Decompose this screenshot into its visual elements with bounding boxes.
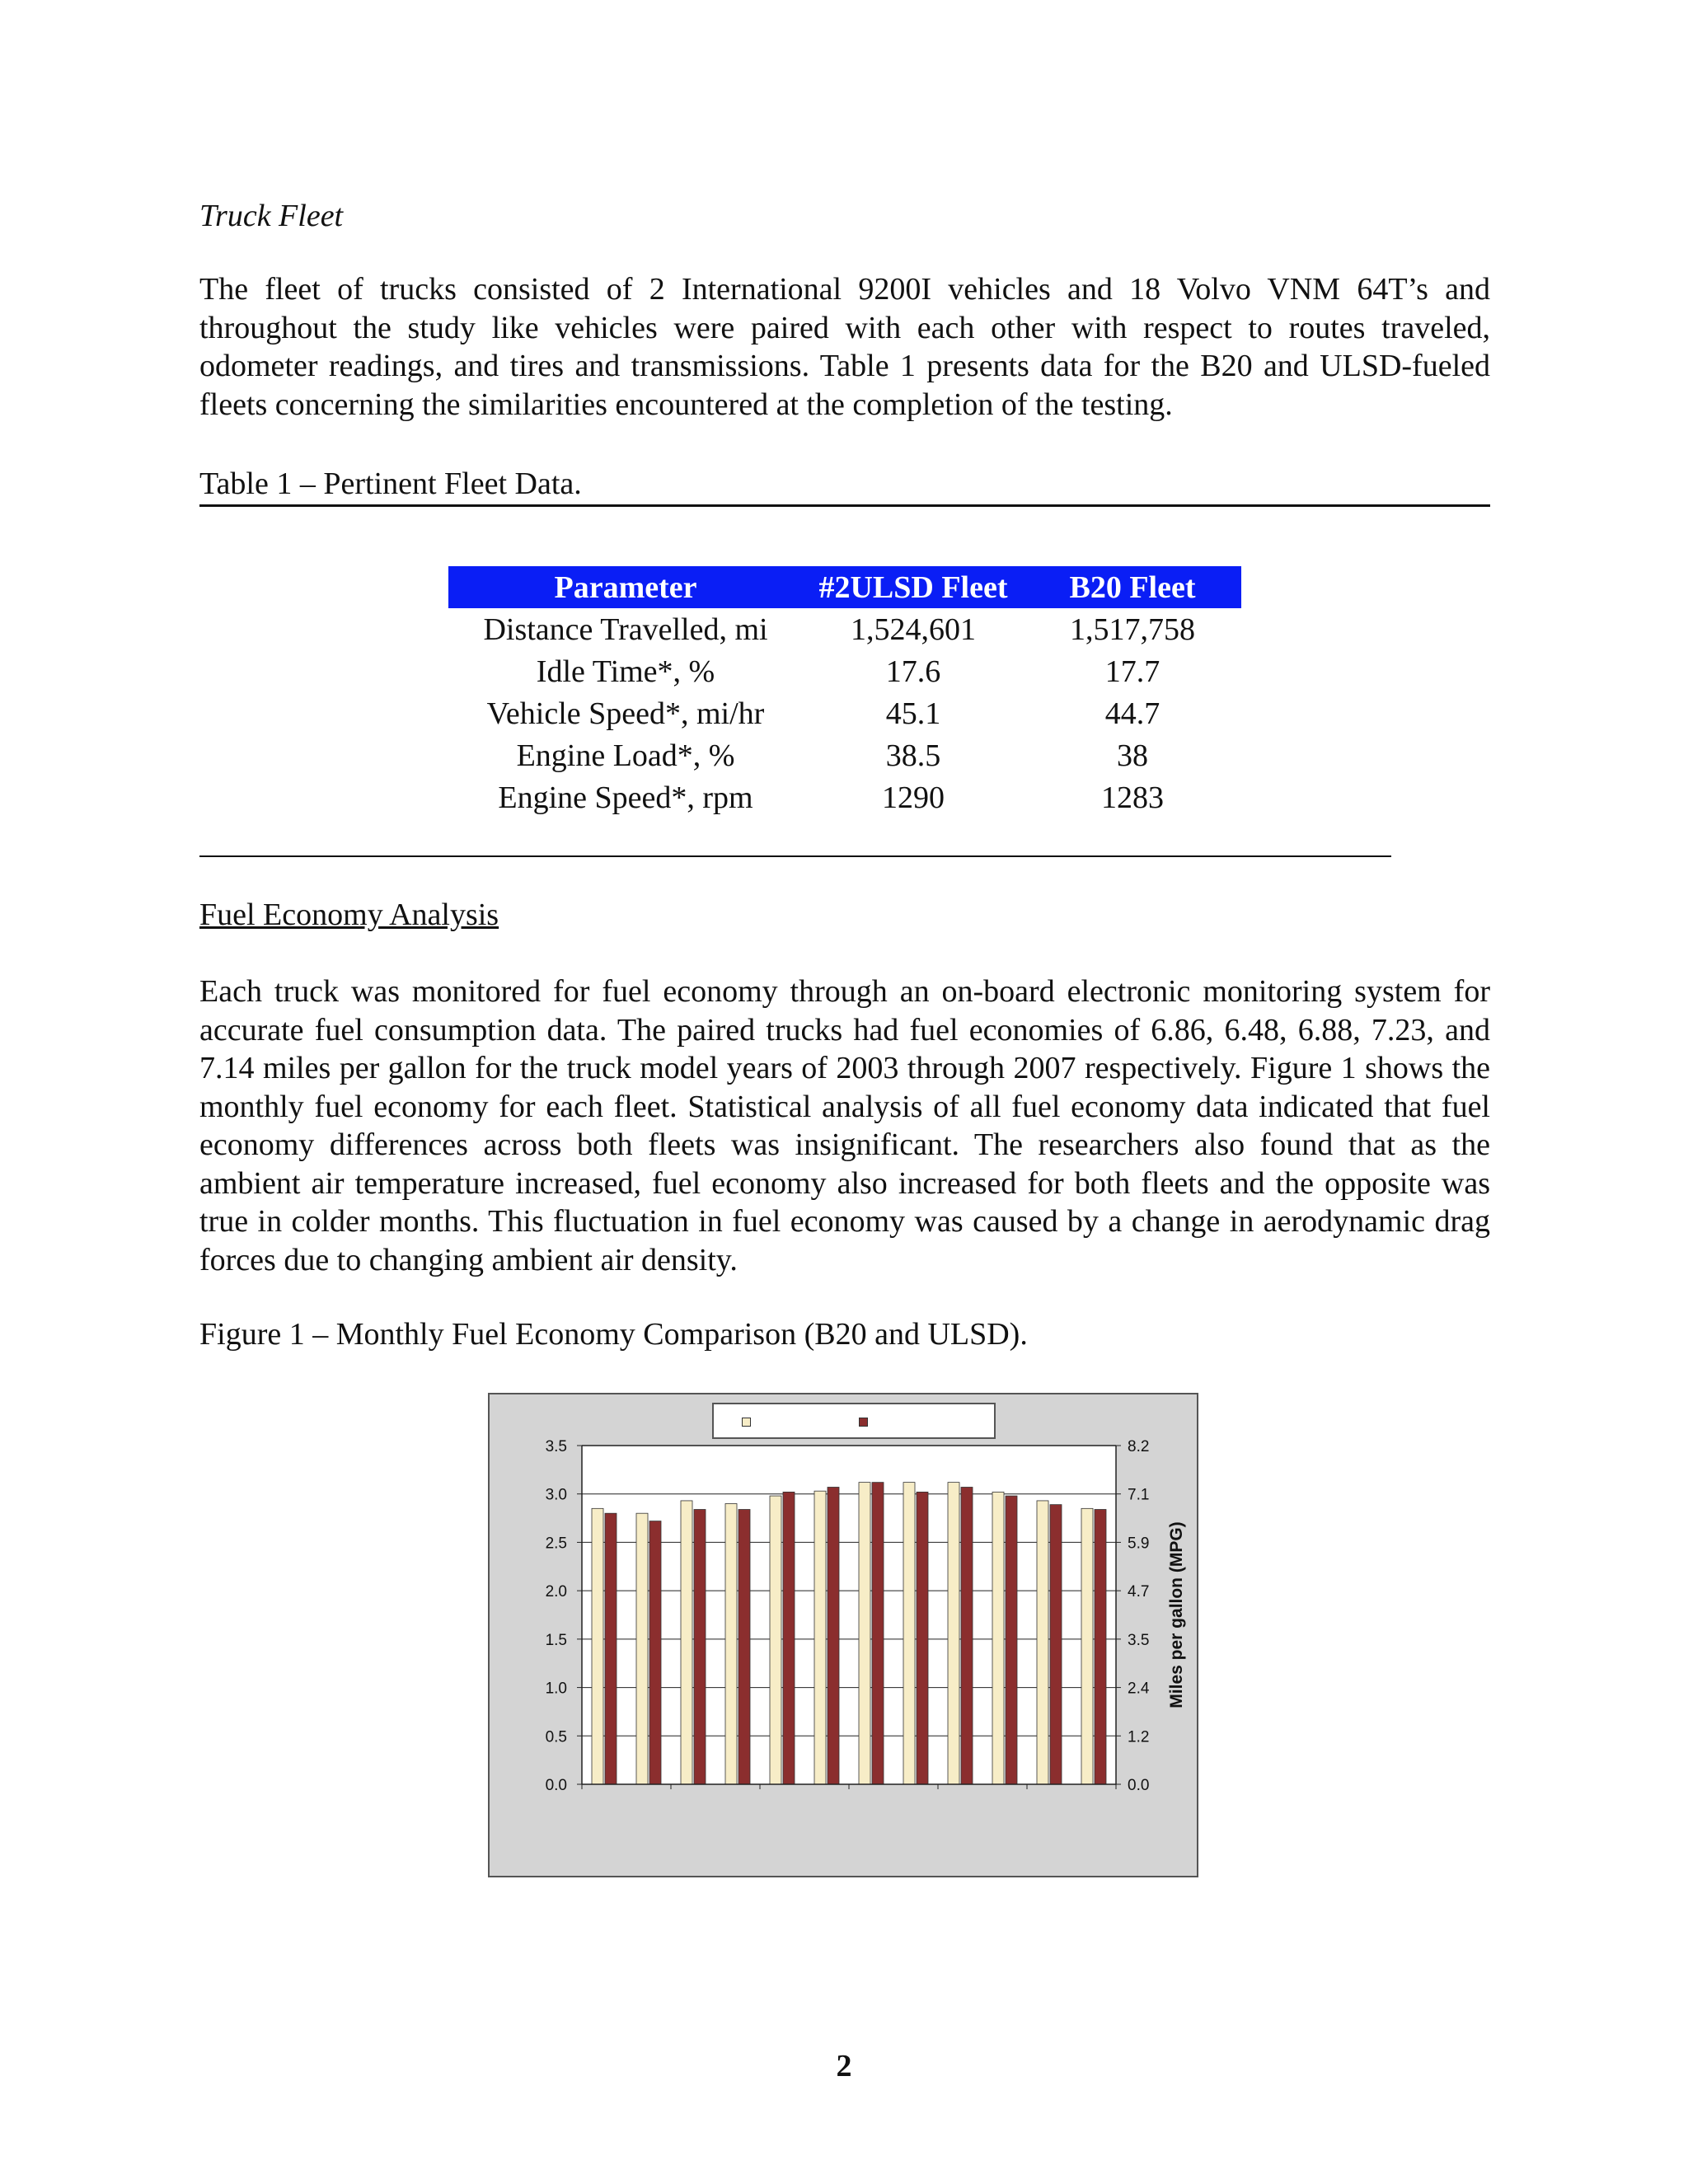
table-bottom-rule bbox=[199, 855, 1391, 857]
bar-series-2 bbox=[961, 1487, 973, 1784]
page-number: 2 bbox=[836, 2049, 852, 2083]
y-tick-label-left: 2.5 bbox=[545, 1535, 567, 1553]
bar-series-2 bbox=[783, 1492, 795, 1784]
bar-series-2 bbox=[828, 1487, 839, 1784]
y-tick-label-left: 0.5 bbox=[545, 1728, 567, 1746]
table-cell: 17.6 bbox=[885, 654, 941, 689]
y-tick-label-left: 3.5 bbox=[545, 1438, 567, 1455]
section-heading-fuel-economy: Fuel Economy Analysis bbox=[199, 898, 499, 932]
fuel-economy-paragraph: Each truck was monitored for fuel economy through an on-board electronic monitoring system for accurate fuel consumption data. The paired trucks had fuel economies of 6.86, 6.48, 6.88, 7.23, and 7.14 miles per gallon for the truck model years of 2003 through 2007 respectively. Figure 1 shows the monthly fuel economy for each fleet. Statistical analysis of all fuel economy data indicated that fuel economy differences across both fleets was insignificant. The researchers also found that as the ambient air temperature increased, fuel economy also increased for both fleets and the opposite was true in colder months. This fluctuation in fuel economy was caused by a change in aerodynamic drag forces due to changing ambient air density. bbox=[199, 974, 1490, 1277]
table-cell: Idle Time*, % bbox=[536, 654, 715, 689]
bar-series-1 bbox=[948, 1483, 959, 1784]
bar-series-1 bbox=[592, 1508, 603, 1784]
y-tick-label-right: 0.0 bbox=[1128, 1777, 1150, 1794]
table-row bbox=[448, 692, 1241, 734]
table-cell: 1,524,601 bbox=[851, 612, 976, 647]
bar-series-2 bbox=[1006, 1496, 1017, 1784]
table-cell: Distance Travelled, mi bbox=[483, 612, 768, 647]
header-ulsd-fleet: #2ULSD Fleet bbox=[803, 566, 1024, 608]
y-tick-label-right: 5.9 bbox=[1128, 1535, 1150, 1553]
y-tick-label-right: 1.2 bbox=[1128, 1728, 1150, 1746]
table-cell: 17.7 bbox=[1104, 654, 1160, 689]
fuel-economy-chart bbox=[488, 1393, 1198, 1877]
bar-series-1 bbox=[1037, 1501, 1048, 1784]
table-cell: 1290 bbox=[882, 780, 945, 815]
y-tick-label-right: 7.1 bbox=[1128, 1486, 1150, 1504]
table-row bbox=[448, 734, 1241, 776]
y-tick-label-left: 1.0 bbox=[545, 1680, 567, 1698]
table-header-row bbox=[448, 566, 1241, 608]
y-tick-label-left: 2.0 bbox=[545, 1583, 567, 1601]
plot-area bbox=[582, 1446, 1116, 1784]
bar-series-1 bbox=[681, 1501, 692, 1784]
bar-series-1 bbox=[770, 1496, 781, 1784]
fleet-data-table bbox=[448, 566, 1241, 818]
table-row bbox=[448, 608, 1241, 650]
bar-series-2 bbox=[649, 1521, 661, 1784]
bar-series-2 bbox=[1050, 1505, 1062, 1784]
y-tick-label-right: 8.2 bbox=[1128, 1438, 1150, 1455]
table-row bbox=[448, 776, 1241, 818]
bar-series-1 bbox=[725, 1503, 737, 1784]
header-b20-fleet: B20 Fleet bbox=[1024, 566, 1241, 608]
table-cell: 38.5 bbox=[885, 738, 941, 773]
table-cell: 1,517,758 bbox=[1070, 612, 1195, 647]
table-cell: 44.7 bbox=[1104, 696, 1160, 731]
bar-series-2 bbox=[872, 1483, 884, 1784]
section-heading-truck-fleet: Truck Fleet bbox=[199, 199, 344, 233]
bar-series-1 bbox=[1081, 1508, 1093, 1784]
y-tick-label-left: 3.0 bbox=[545, 1486, 567, 1504]
table-cell: 45.1 bbox=[885, 696, 941, 731]
bar-series-2 bbox=[694, 1510, 706, 1784]
truck-fleet-paragraph: The fleet of trucks consisted of 2 International 9200I vehicles and 18 Volvo VNM 64T’s and throughout the study like vehicles were paired with each other with respect to routes traveled, odometer readings, and tires and transmissions. Table 1 presents data for the B20 and ULSD-fueled fleets concerning the similarities encountered at the completion of the testing. bbox=[199, 272, 1490, 422]
table-cell: Engine Speed*, rpm bbox=[498, 780, 753, 815]
y-tick-label-left: 1.5 bbox=[545, 1631, 567, 1649]
table-cell: 1283 bbox=[1101, 780, 1164, 815]
bar-series-2 bbox=[738, 1510, 750, 1784]
table-caption: Table 1 – Pertinent Fleet Data. bbox=[199, 466, 582, 501]
y-tick-label-right: 3.5 bbox=[1128, 1631, 1150, 1649]
y-tick-label-right: 2.4 bbox=[1128, 1680, 1150, 1698]
bar-series-1 bbox=[636, 1513, 648, 1784]
chart-plot bbox=[490, 1394, 1197, 1876]
table-row bbox=[448, 650, 1241, 692]
table-cell: Vehicle Speed*, mi/hr bbox=[486, 696, 765, 731]
bar-series-1 bbox=[903, 1483, 915, 1784]
y-tick-label-right: 4.7 bbox=[1128, 1583, 1150, 1601]
table-cell: Engine Load*, % bbox=[516, 738, 735, 773]
figure-caption: Figure 1 – Monthly Fuel Economy Comparison (B20 and ULSD). bbox=[199, 1317, 1028, 1352]
bar-series-2 bbox=[917, 1492, 928, 1784]
bar-series-1 bbox=[814, 1491, 826, 1784]
bar-series-1 bbox=[859, 1483, 870, 1784]
y-axis-label-right: Miles per gallon (MPG) bbox=[1167, 1521, 1186, 1708]
header-parameter: Parameter bbox=[448, 566, 803, 608]
table-cell: 38 bbox=[1117, 738, 1148, 773]
bar-series-2 bbox=[1095, 1510, 1106, 1784]
bar-series-2 bbox=[605, 1513, 617, 1784]
table-top-rule bbox=[199, 504, 1490, 507]
y-tick-label-left: 0.0 bbox=[545, 1777, 567, 1794]
bar-series-1 bbox=[992, 1492, 1004, 1784]
